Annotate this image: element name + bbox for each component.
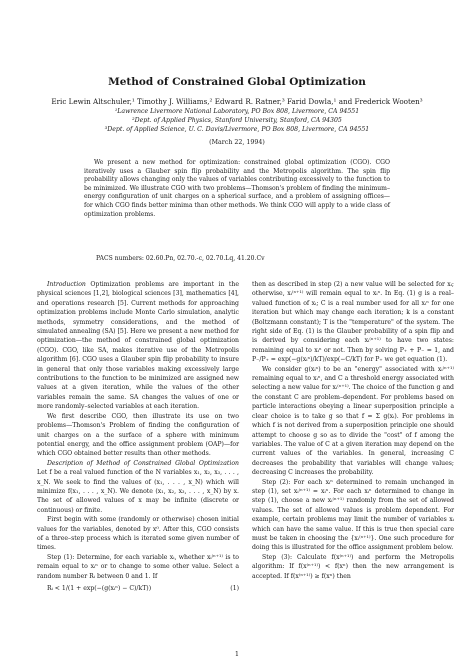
section-heading-method: Description of Method of Constrained Global Optimization: [47, 459, 239, 467]
paper-date: (March 22, 1994): [209, 139, 265, 146]
paragraph: Step (3): Calculate f(x⁽ⁿ⁺¹⁾) and perform the Metropolis algorithm: If f(x⁽ⁿ⁺¹⁾) < f(xⁿ) then the new arrangement is accepted. If f(x⁽ⁿ⁺¹⁾) ≥ f(xⁿ) then: [252, 553, 454, 580]
right-column: [252, 280, 454, 581]
equation-number: (1): [230, 585, 239, 592]
equation-body: Rᵢ < 1/(1 + exp(−(g(xᵢⁿ) − C)/kT)): [47, 585, 152, 592]
intro-paragraph: Introduction Optimization problems are important in the physical sciences [1,2], biological sciences [3], mathematics [4], and operations research [5]. Current methods for approaching optimization problems include Monte Carlo simulation, analytic methods, symmetry considerations, and the method of simulated annealing (SA) [5]. Here we present a new method for optimization—the method of constrained global optimization (CGO). CGO, like SA, makes iterative use of the Metropolis algorithm [6]. CGO uses a Glauber spin flip probability to insure in general that only those variables making excessively large contributions to the function to be minimized are assigned new values at a given iteration, while the values of the other variables remain the same. SA changes the values of one or more randomly–selected variables at each iteration.: [37, 281, 239, 411]
affiliation-2: ²Dept. of Applied Physics, Stanford University, Stanford, CA 94305: [132, 117, 342, 124]
paragraph: then as described in step (2) a new value will be selected for xᵢ; otherwise, xᵢ⁽ⁿ⁺¹⁾ will remain equal to xᵢⁿ. In Eq. (1) g is a real–valued function of xᵢ; C is a real number used for all xᵢⁿ for one iteration but which may change each iteration; k is a constant (Boltzmann constant); T is the "temperature" of the system. The right side of Eq. (1) is the Glauber probability of a spin flip and is derived by considering each xᵢ⁽ⁿ⁺¹⁾ to have two states: remaining equal to xᵢⁿ or not. Then by solving P₊ + P₋ = 1, and P₋/P₊ = exp(−g(xᵢⁿ)/kT)/exp(−C/kT) for P₊ we get equation (1).: [252, 281, 454, 364]
paragraph: First begin with some (randomly or otherwise) chosen initial values for the variables, denoted by x⁰. After this, CGO consists of a three–step process which is iterated some given number of times.: [37, 516, 239, 552]
equation-1: [37, 581, 239, 596]
paper-title: Method of Constrained Global Optimization: [108, 76, 366, 88]
affiliation-1: ¹Lawrence Livermore National Laboratory, PO Box 808, Livermore, CA 94551: [114, 108, 360, 115]
section-heading-introduction: Introduction: [47, 281, 86, 288]
author-list: Eric Lewin Altschuler,¹ Timothy J. Williams,² Edward R. Ratner,³ Farid Dowla,¹ and Frederick Wooten³: [51, 97, 423, 106]
abstract: We present a new method for optimization: constrained global optimization (CGO). CGO iteratively uses a Glauber spin flip probability and the Metropolis algorithm. The spin flip probability allows changing only the values of variables contributing excessively to the function to be minimized. We illustrate CGO with two problems—Thomson's problem of finding the minimum–energy configuration of unit charges on a spherical surface, and a problem of assigning offices—for which CGO finds better minima than other methods. We think CGO will apply to a wide class of optimization problems.: [84, 159, 390, 218]
page-number: 1: [234, 650, 240, 658]
left-column: [37, 280, 239, 596]
paragraph: Step (1): Determine, for each variable xᵢ, whether xᵢ⁽ⁿ⁺¹⁾ is to remain equal to xᵢⁿ or to change to some other value. Select a random number Rᵢ between 0 and 1. If: [37, 553, 239, 580]
pacs-numbers: PACS numbers: 02.60.Pn, 02.70.-c, 02.70.Lq, 41.20.Cv: [96, 255, 265, 262]
paragraph: We consider g(xᵢⁿ) to be an "energy" associated with xᵢ⁽ⁿ⁺¹⁾ remaining equal to xᵢⁿ, and C a threshold energy associated with selecting a new value for xᵢ⁽ⁿ⁺¹⁾. The choice of the function g and the constant C are problem–dependent. For problems based on particle interactions obeying a linear superposition principle a clear choice is to take g so that f = Σ g(xᵢ). For problems in which f is not derived from a superposition principle one should attempt to choose g so as to divide the "cost" of f among the variables. The value of C at a given iteration may depend on the current values of the variables. In general, increasing C decreases the probability that variables will change values; decreasing C increases the probability.: [252, 365, 454, 477]
paragraph: We first describe CGO, then illustrate its use on two problems—Thomson's Problem of finding the configuration of unit charges on a the surface of a sphere with minimum potential energy, and the office assignment problem (OAP)—for which CGO obtained better results than other methods.: [37, 412, 239, 458]
affiliation-3: ³Dept. of Applied Science, U. C. Davis/Livermore, PO Box 808, Livermore, CA 94551: [104, 126, 370, 133]
method-paragraph: Description of Method of Constrained Global Optimization Let f be a real valued function of the N variables x₁, x₂, x₃, . . . , x_N. We seek to find the values of (x₁, . . . , x_N) which will minimize f(x₁, . . . , x_N). We denote (x₁, x₂, x₃, . . . , x_N) by x. The set of allowed values of x may be infinite (discrete or continuous) or finite.: [37, 459, 239, 514]
paragraph: Step (2): For each xᵢⁿ determined to remain unchanged in step (1), set xᵢ⁽ⁿ⁺¹⁾ = xᵢⁿ. For each xᵢⁿ determined to change in step (1), choose a new xᵢ⁽ⁿ⁺¹⁾ randomly from the set of allowed values. The set of allowed values is problem dependent. For example, certain problems may limit the number of variables xᵢ which can have the same value. If this is true then special care must be taken in choosing the {xᵢ⁽ⁿ⁺¹⁾}. One such procedure for doing this is illustrated for the office assignment problem below.: [252, 478, 454, 552]
